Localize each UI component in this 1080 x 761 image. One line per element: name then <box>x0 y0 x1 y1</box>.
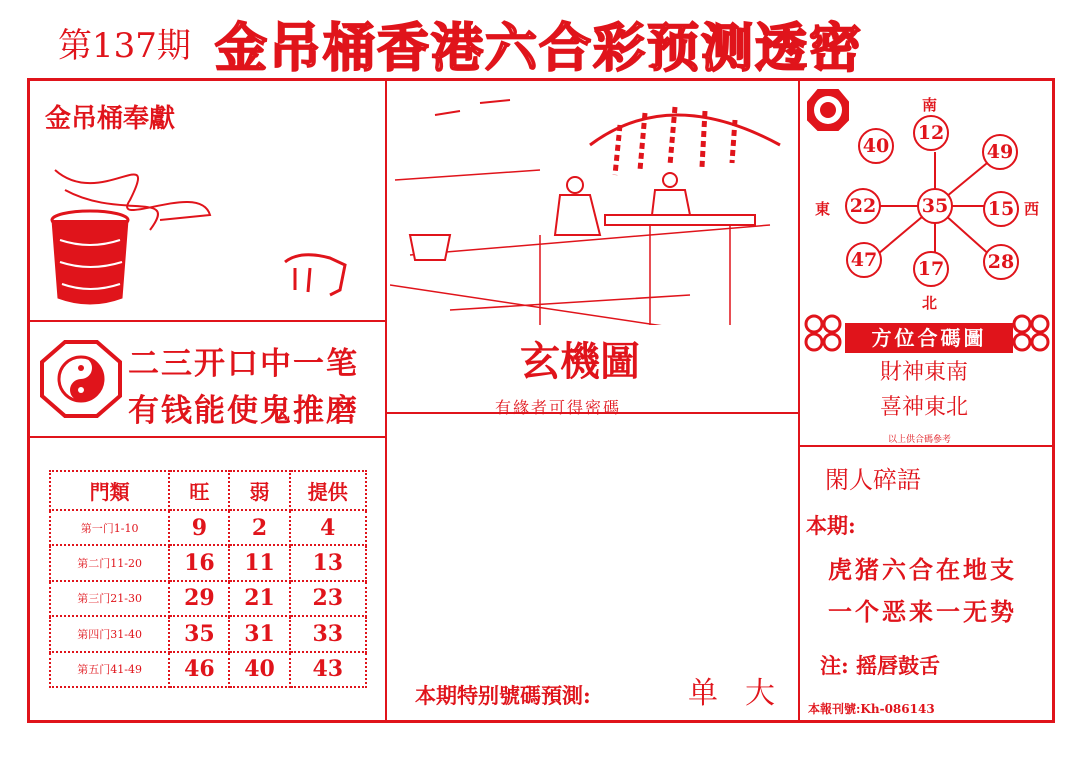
divider-left-2 <box>30 436 386 438</box>
divider-left-1 <box>30 320 386 322</box>
compass-number-w: 22 <box>845 188 881 224</box>
table-row <box>50 510 366 545</box>
table-row <box>50 616 366 651</box>
header-strong: 旺 <box>169 471 229 510</box>
strong-value: 16 <box>169 545 229 580</box>
header-provide: 提供 <box>290 471 366 510</box>
direction-east: 東 <box>815 200 831 218</box>
weak-value: 2 <box>229 510 289 545</box>
newspaper-title: 金吊桶香港六合彩预测透密 <box>215 19 864 79</box>
picture-title: 玄機圖 <box>520 338 640 385</box>
riddle-line-2: 一个恶来一无势 <box>828 597 1017 626</box>
bucket-illustration <box>40 150 380 315</box>
compass-number-center: 35 <box>917 188 953 224</box>
picture-subtitle: 有緣者可得密碼 <box>495 398 622 417</box>
forecast-label: 本期特别號碼預測: <box>415 683 591 708</box>
forecast-value-2: 大 <box>745 676 775 711</box>
strong-value: 9 <box>169 510 229 545</box>
strong-value: 29 <box>169 581 229 616</box>
quote-title: 閑人碎語 <box>825 466 921 494</box>
compass-note: 以上供合碼參考 <box>888 435 952 445</box>
direction-north: 北 <box>922 294 938 312</box>
table-header-row <box>50 471 366 510</box>
table-row <box>50 581 366 616</box>
door-label: 第四门31-40 <box>50 616 169 651</box>
header-weak: 弱 <box>229 471 289 510</box>
taiji-icon <box>40 340 122 418</box>
table-row <box>50 545 366 580</box>
compass-number-ne: 49 <box>982 134 1018 170</box>
joy-god-direction: 喜神東北 <box>880 395 969 420</box>
direction-west: 西 <box>1024 200 1040 218</box>
quote-note: 注: 摇唇鼓舌 <box>820 653 941 678</box>
compass-number-s: 17 <box>913 251 949 287</box>
provide-value: 13 <box>290 545 366 580</box>
door-label: 第一门1-10 <box>50 510 169 545</box>
issue-number: 第137期 <box>58 26 191 66</box>
provide-value: 33 <box>290 616 366 651</box>
riddle-line-1: 虎猪六合在地支 <box>828 555 1017 584</box>
quote-label: 本期: <box>806 513 856 538</box>
slogan-line-1: 二三开口中一笔 <box>128 346 359 382</box>
compass-number-n: 12 <box>913 115 949 151</box>
donor-label: 金吊桶奉獻 <box>45 104 176 134</box>
weak-value: 31 <box>229 616 289 651</box>
compass-number-se: 28 <box>983 244 1019 280</box>
registration-number: 本報刊號:Kh-086143 <box>808 702 935 716</box>
weak-value: 21 <box>229 581 289 616</box>
forecast-value-1: 单 <box>688 676 718 711</box>
direction-south: 南 <box>922 96 938 114</box>
table-row <box>50 652 366 687</box>
door-label: 第三门21-30 <box>50 581 169 616</box>
doors-table <box>49 470 367 688</box>
door-label: 第五门41-49 <box>50 652 169 687</box>
weak-value: 11 <box>229 545 289 580</box>
provide-value: 4 <box>290 510 366 545</box>
strong-value: 35 <box>169 616 229 651</box>
weak-value: 40 <box>229 652 289 687</box>
compass-number-e: 15 <box>983 191 1019 227</box>
compass-number-sw: 47 <box>846 242 882 278</box>
divider-right-1 <box>799 445 1053 447</box>
header-category: 門類 <box>50 471 169 510</box>
wealth-god-direction: 財神東南 <box>880 360 969 385</box>
divider-left <box>385 80 387 722</box>
strong-value: 46 <box>169 652 229 687</box>
mystery-picture <box>390 85 795 325</box>
compass-number-nw: 40 <box>858 128 894 164</box>
door-label: 第二门11-20 <box>50 545 169 580</box>
slogan-line-2: 有钱能使鬼推磨 <box>128 393 359 429</box>
provide-value: 23 <box>290 581 366 616</box>
compass-banner: 方位合碼圖 <box>845 323 1013 353</box>
provide-value: 43 <box>290 652 366 687</box>
